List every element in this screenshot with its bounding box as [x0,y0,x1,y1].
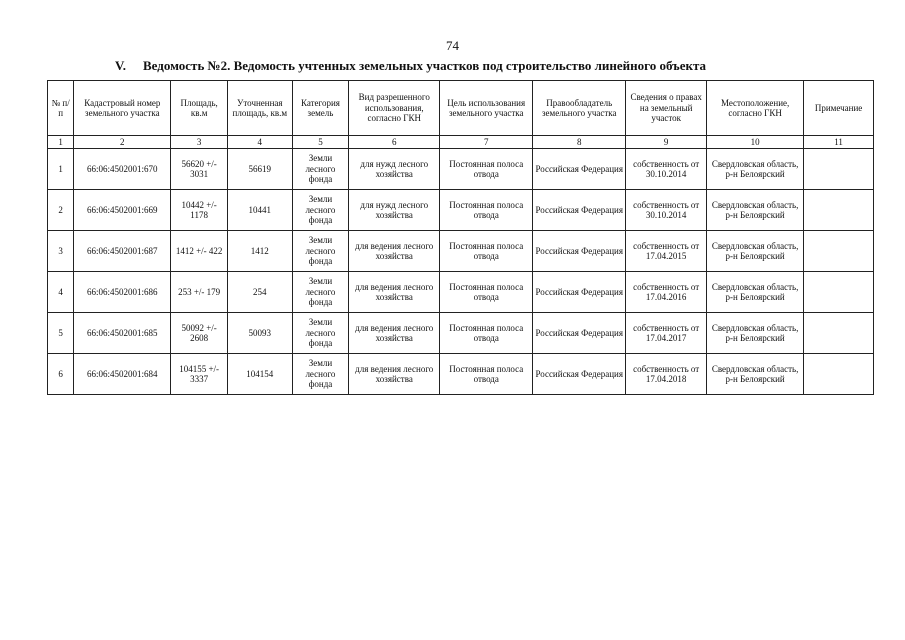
right-holder: Российская Федерация [533,313,626,354]
usage-purpose: Постоянная полоса отвода [440,190,533,231]
note [804,149,874,190]
cadastral-number: 66:06:4502001:687 [74,231,171,272]
note [804,272,874,313]
column-header: Вид разрешенного использования, согласно ГКН [349,81,440,136]
note [804,231,874,272]
column-number: 4 [227,136,292,149]
row-number: 4 [48,272,74,313]
land-category: Земли лесного фонда [292,354,349,395]
usage-purpose: Постоянная полоса отвода [440,272,533,313]
land-category: Земли лесного фонда [292,190,349,231]
row-number: 1 [48,149,74,190]
section-numeral: V. [115,58,126,73]
area: 10442 +/- 1178 [171,190,228,231]
document-heading [115,58,835,74]
column-number: 1 [48,136,74,149]
refined-area: 104154 [227,354,292,395]
column-number-row [48,136,874,149]
column-number: 8 [533,136,626,149]
column-number: 2 [74,136,171,149]
permitted-use: для ведения лесного хозяйства [349,272,440,313]
column-header: Примечание [804,81,874,136]
right-holder: Российская Федерация [533,149,626,190]
row-number: 2 [48,190,74,231]
location: Свердловская область, р-н Белоярский [707,190,804,231]
column-header: Уточненная площадь, кв.м [227,81,292,136]
column-number: 5 [292,136,349,149]
refined-area: 1412 [227,231,292,272]
column-number: 9 [626,136,707,149]
usage-purpose: Постоянная полоса отвода [440,313,533,354]
land-category: Земли лесного фонда [292,313,349,354]
location: Свердловская область, р-н Белоярский [707,272,804,313]
area: 1412 +/- 422 [171,231,228,272]
permitted-use: для нужд лесного хозяйства [349,149,440,190]
rights-info: собственность от 17.04.2017 [626,313,707,354]
area: 253 +/- 179 [171,272,228,313]
column-number: 6 [349,136,440,149]
note [804,313,874,354]
area: 50092 +/- 2608 [171,313,228,354]
column-number: 7 [440,136,533,149]
permitted-use: для ведения лесного хозяйства [349,313,440,354]
table-body [48,149,874,395]
refined-area: 254 [227,272,292,313]
page-title: Ведомость №2. Ведомость учтенных земельных участков под строительство линейного объекта [143,58,707,73]
table-row [48,190,874,231]
area: 104155 +/- 3337 [171,354,228,395]
usage-purpose: Постоянная полоса отвода [440,231,533,272]
table-row [48,231,874,272]
right-holder: Российская Федерация [533,272,626,313]
rights-info: собственность от 17.04.2016 [626,272,707,313]
permitted-use: для нужд лесного хозяйства [349,190,440,231]
location: Свердловская область, р-н Белоярский [707,313,804,354]
column-header: Цель использования земельного участка [440,81,533,136]
note [804,354,874,395]
refined-area: 50093 [227,313,292,354]
location: Свердловская область, р-н Белоярский [707,149,804,190]
rights-info: собственность от 30.10.2014 [626,149,707,190]
row-number: 5 [48,313,74,354]
cadastral-number: 66:06:4502001:670 [74,149,171,190]
table-row [48,354,874,395]
header-row [48,81,874,136]
usage-purpose: Постоянная полоса отвода [440,354,533,395]
land-category: Земли лесного фонда [292,231,349,272]
right-holder: Российская Федерация [533,190,626,231]
permitted-use: для ведения лесного хозяйства [349,231,440,272]
column-header: Кадастровый номер земельного участка [74,81,171,136]
column-number: 10 [707,136,804,149]
land-category: Земли лесного фонда [292,149,349,190]
column-number: 3 [171,136,228,149]
column-number: 11 [804,136,874,149]
rights-info: собственность от 17.04.2018 [626,354,707,395]
land-plots-table [47,80,874,395]
rights-info: собственность от 17.04.2015 [626,231,707,272]
cadastral-number: 66:06:4502001:686 [74,272,171,313]
column-header: Правообладатель земельного участка [533,81,626,136]
land-category: Земли лесного фонда [292,272,349,313]
column-header: Категория земель [292,81,349,136]
right-holder: Российская Федерация [533,354,626,395]
table-row [48,272,874,313]
table-row [48,313,874,354]
usage-purpose: Постоянная полоса отвода [440,149,533,190]
cadastral-number: 66:06:4502001:669 [74,190,171,231]
location: Свердловская область, р-н Белоярский [707,354,804,395]
page-number: 74 [446,38,459,53]
row-number: 6 [48,354,74,395]
refined-area: 56619 [227,149,292,190]
refined-area: 10441 [227,190,292,231]
column-header: № п/п [48,81,74,136]
column-header: Местоположение, согласно ГКН [707,81,804,136]
note [804,190,874,231]
permitted-use: для ведения лесного хозяйства [349,354,440,395]
area: 56620 +/- 3031 [171,149,228,190]
row-number: 3 [48,231,74,272]
column-header: Площадь, кв.м [171,81,228,136]
location: Свердловская область, р-н Белоярский [707,231,804,272]
table-row [48,149,874,190]
cadastral-number: 66:06:4502001:684 [74,354,171,395]
right-holder: Российская Федерация [533,231,626,272]
rights-info: собственность от 30.10.2014 [626,190,707,231]
cadastral-number: 66:06:4502001:685 [74,313,171,354]
column-header: Сведения о правах на земельный участок [626,81,707,136]
